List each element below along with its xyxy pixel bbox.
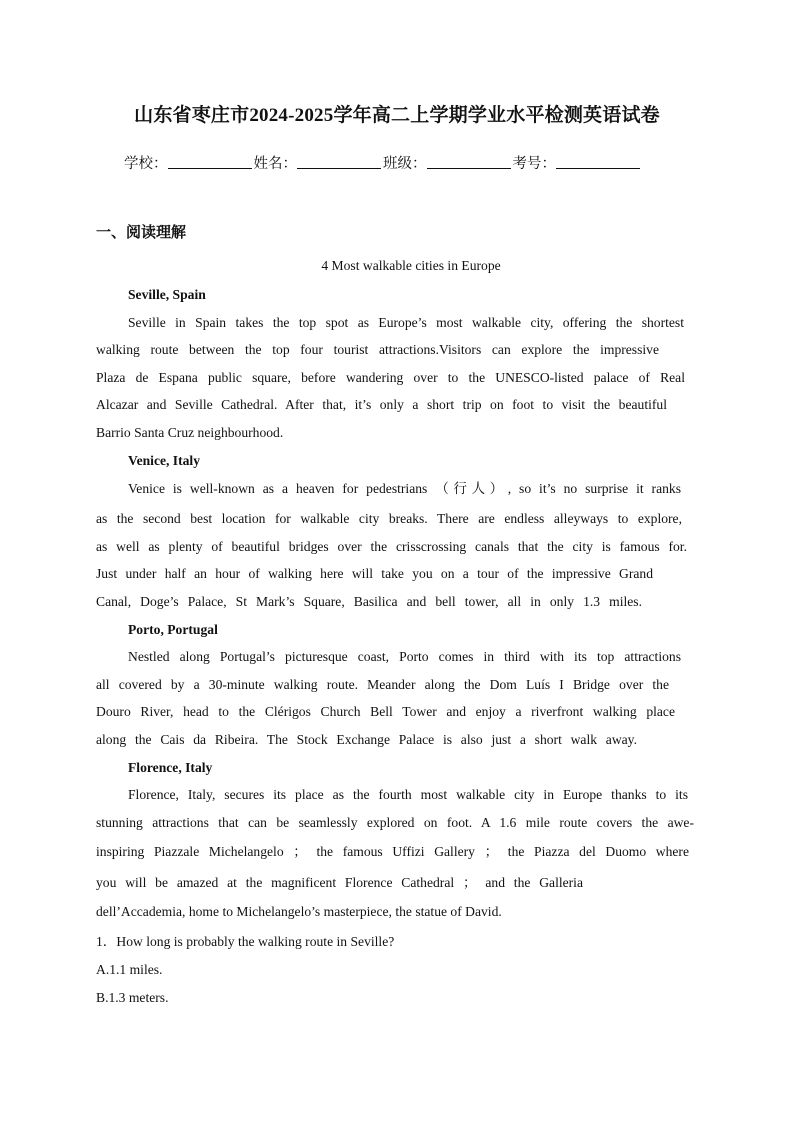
passage-line: as the second best location for walkable city breaks. There are endless alleyways to explore,: [96, 511, 682, 526]
city-heading-seville: Seville, Spain: [128, 287, 206, 302]
passage-title: 4 Most walkable cities in Europe: [321, 258, 501, 273]
passage-line: Plaza de Espana public square, before wandering over to the UNESCO-listed palace of Real: [96, 370, 685, 385]
page-title: 山东省枣庄市2024-2025学年高二上学期学业水平检测英语试卷: [134, 105, 660, 126]
passage-line: you will be amazed at the magnificent Florence Cathedral ； and the Galleria: [96, 875, 583, 890]
passage-line: Just under half an hour of walking here will take you on a tour of the impressive Grand: [96, 566, 653, 581]
question-stem: 1．How long is probably the walking route in Seville?: [96, 934, 395, 949]
name-blank[interactable]: [297, 154, 381, 169]
option-b[interactable]: B.1.3 meters.: [96, 990, 169, 1005]
class-label: 班级：: [383, 156, 427, 172]
passage-line: stunning attractions that can be seamlessly explored on foot. A 1.6 mile route covers the awe-: [96, 815, 694, 830]
school-blank[interactable]: [168, 154, 252, 169]
passage-line: Venice is well-known as a heaven for pedestrians （行人）, so it’s no surprise it ranks: [128, 481, 681, 496]
passage-line: dell’Accademia, home to Michelangelo’s masterpiece, the statue of David.: [96, 904, 502, 919]
student-info-row: [124, 152, 684, 173]
city-heading-venice: Venice, Italy: [128, 453, 200, 468]
passage-line: along the Cais da Ribeira. The Stock Exchange Palace is also just a short walk away.: [96, 732, 637, 747]
exam-number-label: 考号：: [512, 156, 556, 172]
passage-line: Barrio Santa Cruz neighbourhood.: [96, 425, 284, 440]
city-heading-florence: Florence, Italy: [128, 760, 213, 775]
exam-number-blank[interactable]: [556, 154, 640, 169]
section-heading: 一、阅读理解: [96, 225, 187, 241]
passage-line: Florence, Italy, secures its place as the fourth most walkable city in Europe thanks to its: [128, 787, 688, 802]
passage-line: Douro River, head to the Clérigos Church Bell Tower and enjoy a riverfront walking place: [96, 704, 675, 719]
passage-line: Seville in Spain takes the top spot as Europe’s most walkable city, offering the shortest: [128, 315, 684, 330]
option-a[interactable]: A.1.1 miles.: [96, 962, 163, 977]
passage-line: Nestled along Portugal’s picturesque coast, Porto comes in third with its top attractions: [128, 649, 681, 664]
passage-line: as well as plenty of beautiful bridges over the crisscrossing canals that the city is famous for.: [96, 539, 687, 554]
city-heading-porto: Porto, Portugal: [128, 622, 218, 637]
passage-line: inspiring Piazzale Michelangelo ； the famous Uffizi Gallery ； the Piazza del Duomo where: [96, 844, 689, 859]
passage-line: Canal, Doge’s Palace, St Mark’s Square, Basilica and bell tower, all in only 1.3 miles.: [96, 594, 642, 609]
passage-line: all covered by a 30-minute walking route. Meander along the Dom Luís I Bridge over the: [96, 677, 669, 692]
name-label: 姓名：: [253, 156, 297, 172]
passage-line: walking route between the top four tourist attractions.Visitors can explore the impressive: [96, 342, 659, 357]
passage-line: Alcazar and Seville Cathedral. After that, it’s only a short trip on foot to visit the beautiful: [96, 397, 667, 412]
class-blank[interactable]: [427, 154, 511, 169]
school-label: 学校：: [124, 156, 168, 172]
